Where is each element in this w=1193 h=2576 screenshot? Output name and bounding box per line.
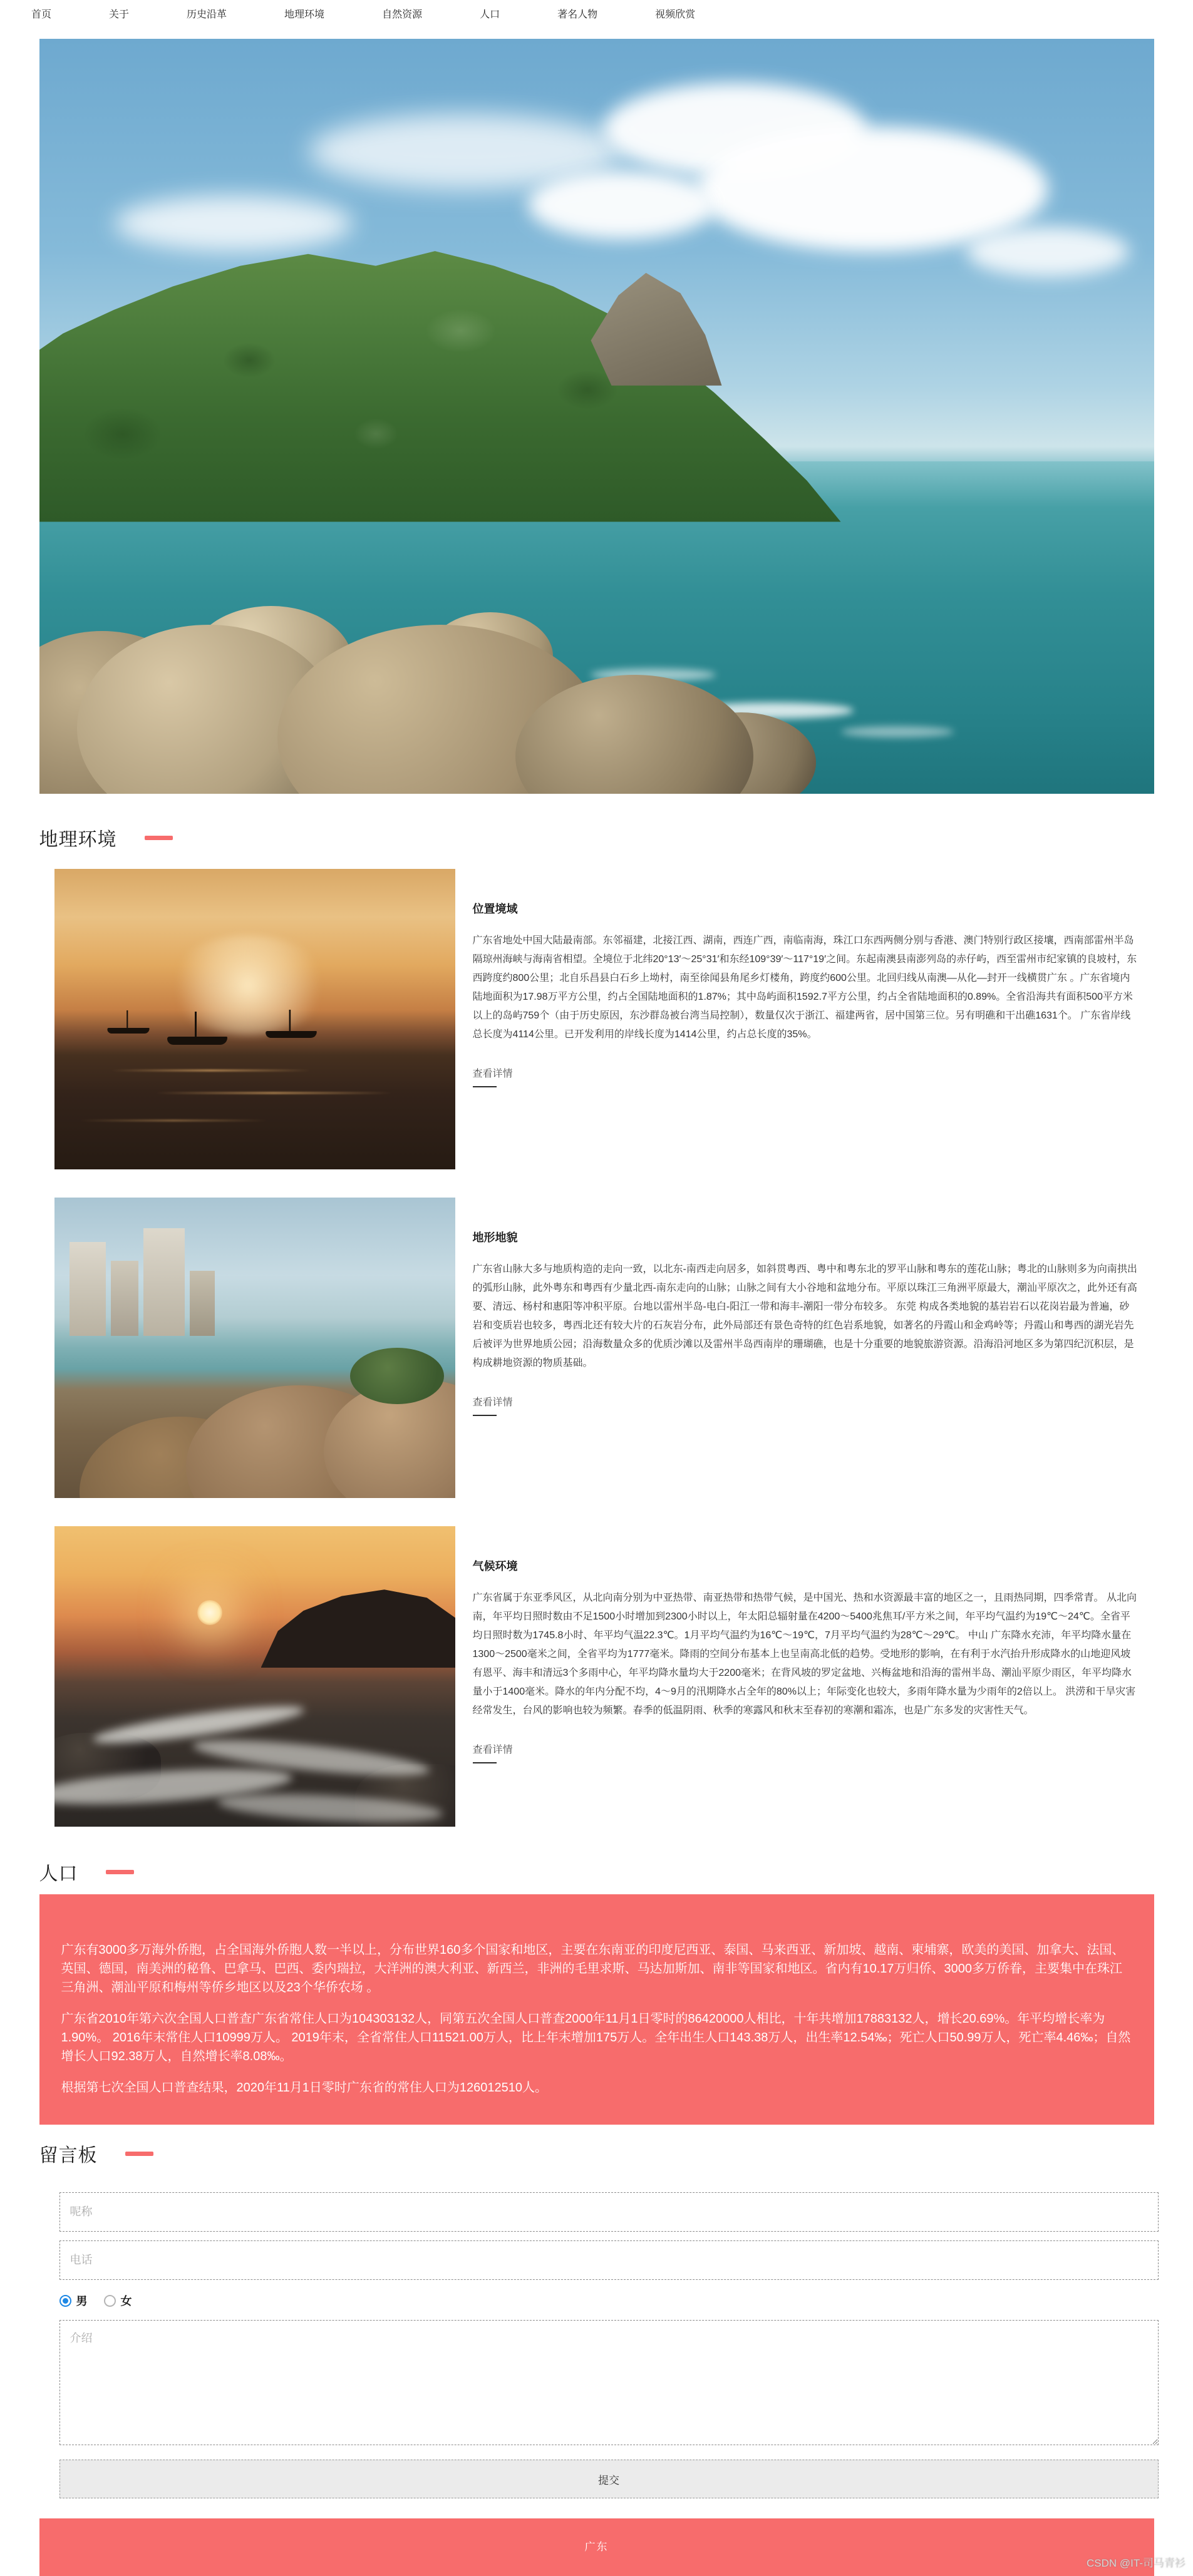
green-bush xyxy=(350,1348,444,1404)
message-board-form xyxy=(39,2192,1154,2498)
cloud-shape xyxy=(966,227,1129,277)
footer-text: 广东 xyxy=(584,2541,609,2553)
link-underline xyxy=(473,1415,497,1416)
section-title: 人口 xyxy=(39,1864,78,1884)
nav-item-home[interactable]: 首页 xyxy=(31,9,52,20)
view-details-link[interactable]: 查看详情 xyxy=(472,1069,513,1079)
green-island xyxy=(39,228,841,522)
card-text-block xyxy=(473,1198,1139,1498)
message-board-section-header xyxy=(39,2140,1154,2167)
building-shape xyxy=(70,1242,106,1336)
nav-item-about[interactable]: 关于 xyxy=(109,9,130,20)
nav-list xyxy=(31,6,1193,21)
nav-item-history[interactable]: 历史沿革 xyxy=(187,9,227,20)
phone-input[interactable] xyxy=(59,2240,1159,2280)
water-reflection xyxy=(80,1119,267,1122)
card-image-sunset-boats xyxy=(54,869,455,1169)
nickname-input[interactable] xyxy=(59,2192,1159,2232)
card-title: 位置境域 xyxy=(472,903,518,915)
cloud-shape xyxy=(115,195,353,252)
csdn-watermark: CSDN @IT-司马青衫 xyxy=(1087,2557,1185,2569)
link-underline xyxy=(473,1086,497,1087)
card-paragraph: 广东省属于东亚季风区，从北向南分别为中亚热带、南亚热带和热带气候，是中国光、热和水资源最丰富的地区之一，且雨热同期，四季常青。 从北向南，年平均日照时数由不足1500小时增加到2300小时以上，年太阳总辐射量在4200～5400兆焦耳/平方米之间，年平均气温约为19℃～24℃。全省平均日照时数为1745.8小时、年平均气温22.3℃。1月平均气温约为16℃～19℃，7月平均气温约为28℃～29℃。 中山 广东降水充沛，年平均降水量在1300～2500毫米之间，全省平均为1777毫米。降雨的空间分布基本上也呈南高北低的趋势。受地形的影响，在有利于水汽抬升形成降水的山地迎风坡有恩平、海丰和清远3个多雨中心，年平均降水量均大于2200毫米；在背风坡的罗定盆地、兴梅盆地和沿海的雷州半岛、潮汕平原少雨区，年平均降水量小于1400毫米。降水的年内分配不均，4～9月的汛期降水占全年的80%以上；年际变化也较大，多雨年降水量为少雨年的2倍以上。 洪涝和干旱灾害经常发生，台风的影响也较为频繁。春季的低温阴雨、秋季的寒露风和秋末至春初的寒潮和霜冻，也是广东多发的灾害性天气。 xyxy=(472,1593,1137,1716)
hero-coast-photo xyxy=(39,39,1154,794)
island-foliage-texture xyxy=(39,228,841,522)
geography-cards xyxy=(39,869,1154,1827)
card-text-block xyxy=(473,869,1139,1169)
card-image-coastal-city xyxy=(54,1198,455,1498)
building-shape xyxy=(143,1228,185,1336)
geo-card-location xyxy=(54,869,1139,1169)
page-footer xyxy=(39,2518,1154,2576)
gender-option-female[interactable] xyxy=(104,2292,132,2309)
boat-silhouette xyxy=(167,1037,227,1045)
water-reflection xyxy=(111,1069,311,1072)
boat-silhouette xyxy=(266,1031,317,1038)
nav-item-geography[interactable]: 地理环境 xyxy=(284,9,325,20)
nav-item-resources[interactable]: 自然资源 xyxy=(382,9,423,20)
section-title: 地理环境 xyxy=(39,829,117,850)
boat-silhouette xyxy=(107,1028,149,1034)
building-shape xyxy=(190,1271,215,1336)
setting-sun xyxy=(197,1600,222,1625)
card-paragraph: 广东省山脉大多与地质构造的走向一致，以北东-南西走向居多，如斜贯粤西、粤中和粤东北的罗平山脉和粤东的莲花山脉；粤北的山脉则多为向南拱出的弧形山脉，此外粤东和粤西有少量北西-南东走向的山脉；山脉之间有大小谷地和盆地分布。平原以珠江三角洲平原最大，潮汕平原次之，此外还有高要、清远、杨村和惠阳等冲积平原。台地以雷州半岛-电白-阳江一带和海丰-潮阳一带分布较多。 东莞 构成各类地貌的基岩岩石以花岗岩最为普遍，砂岩和变质岩也较多，粤西北还有较大片的石灰岩分布，此外局部还有景色奇特的红色岩系地貌，如著名的丹霞山和金鸡岭等；丹霞山和粤西的湖光岩先后被评为世界地质公园；沿海数量众多的优质沙滩以及雷州半岛西南岸的珊瑚礁，也是十分重要的地貌旅游资源。沿海沿河地区多为第四纪沉积层，是构成耕地资源的物质基础。 xyxy=(472,1264,1137,1368)
female-radio[interactable] xyxy=(104,2295,116,2307)
geo-card-terrain xyxy=(54,1198,1139,1498)
nav-item-videos[interactable]: 视频欣赏 xyxy=(655,9,696,20)
water-reflection xyxy=(155,1092,393,1094)
population-paragraph: 根据第七次全国人口普查结果，2020年11月1日零时广东省的常住人口为126012510人。 xyxy=(61,2081,547,2095)
gender-label: 男 xyxy=(76,2295,88,2307)
cloud-shape xyxy=(528,170,716,239)
nav-item-famous-people[interactable]: 著名人物 xyxy=(557,9,598,20)
population-section-header xyxy=(39,1858,1154,1886)
island-silhouette xyxy=(261,1586,455,1668)
intro-textarea[interactable] xyxy=(59,2320,1159,2445)
link-underline xyxy=(473,1762,497,1763)
geography-section-header xyxy=(39,824,1154,851)
population-paragraph: 广东有3000多万海外侨胞，占全国海外侨胞人数一半以上，分布世界160多个国家和地区，主要在东南亚的印度尼西亚、泰国、马来西亚、新加坡、越南、柬埔寨，欧美的美国、加拿大、法国、英国、德国，南美洲的秘鲁、巴拿马、巴西、委内瑞拉，大洋洲的澳大利亚、新西兰，非洲的毛里求斯、马达加斯加、南非等国家和地区。省内有10.17万归侨、3000多万侨眷，主要集中在珠江三角洲、潮汕平原和梅州等侨乡地区以及23个华侨农场 。 xyxy=(61,1943,1125,1994)
nav-item-population[interactable]: 人口 xyxy=(480,9,500,20)
card-text-block xyxy=(473,1526,1139,1827)
section-title: 留言板 xyxy=(39,2145,98,2166)
card-image-sunset-sea xyxy=(54,1526,455,1827)
card-title: 气候环境 xyxy=(472,1560,518,1573)
section-title-dash xyxy=(145,836,173,840)
gender-radio-group xyxy=(59,2292,1154,2309)
building-shape xyxy=(111,1261,138,1336)
male-radio[interactable] xyxy=(59,2295,71,2307)
gender-option-male[interactable] xyxy=(59,2292,88,2309)
geo-card-climate xyxy=(54,1526,1139,1827)
section-title-dash xyxy=(125,2152,153,2156)
view-details-link[interactable]: 查看详情 xyxy=(472,1397,513,1408)
card-title: 地形地貌 xyxy=(472,1231,518,1244)
section-title-dash xyxy=(106,1870,134,1874)
view-details-link[interactable]: 查看详情 xyxy=(472,1745,513,1755)
gender-label: 女 xyxy=(120,2295,132,2307)
wave-foam xyxy=(841,726,954,737)
main-nav xyxy=(0,0,1193,25)
card-paragraph: 广东省地处中国大陆最南部。东邻福建，北接江西、湖南，西连广西，南临南海，珠江口东西两侧分别与香港、澳门特别行政区接壤，西南部雷州半岛隔琼州海峡与海南省相望。全境位于北纬20°13′～25°31′和东经109°39′～117°19′之间。东起南澳县南澎列岛的赤仔屿，西至雷州市纪家镇的良坡村，东西跨度约800公里；北自乐昌县白石乡上坳村，南至徐闻县角尾乡灯楼角，跨度约600公里。北回归线从南澳—从化—封开一线横贯广东 。广东省境内陆地面积为17.98万平方公里，约占全国陆地面积的1.87%；其中岛屿面积1592.7平方公里，约占全省陆地面积的0.89%。全省沿海共有面积500平方米以上的岛屿759个（由于历史原因，东沙群岛被台湾当局控制），数量仅次于浙江、福建两省，居中国第三位。另有明礁和干出礁1631个。 广东省岸线总长度为4114公里。已开发利用的岸线长度为1414公里，约占总长度的35%。 xyxy=(472,935,1137,1040)
sun-glow xyxy=(167,935,329,1035)
population-paragraph: 广东省2010年第六次全国人口普查广东省常住人口为104303132人，同第五次全国人口普查2000年11月1日零时的86420000人相比，十年共增加17883132人，增长20.69%。年平均增长率为1.90%。 2016年末常住人口10999万人。 2019年末，全省常住人口11521.00万人，比上年末增加175万人。全年出生人口143.38万人，出生率12.54‰；死亡人口50.99万人，死亡率4.46‰；自然增长人口92.38万人，自然增长率8.08‰。 xyxy=(61,2012,1131,2063)
population-highlight-box xyxy=(39,1894,1154,2125)
rocky-peak xyxy=(584,273,722,386)
submit-button[interactable]: 提交 xyxy=(59,2460,1159,2498)
